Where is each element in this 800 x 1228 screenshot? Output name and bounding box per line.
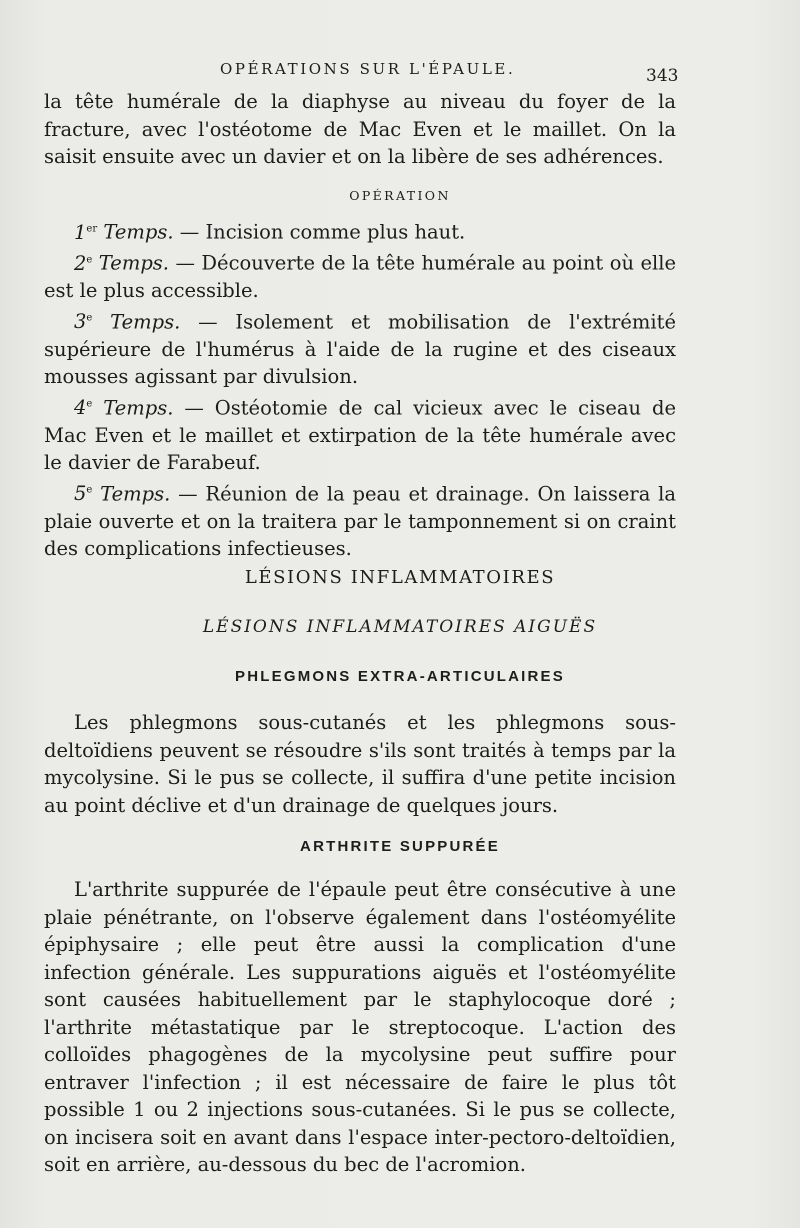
step-4 [44,391,676,477]
step-3-text: — Isolement et mobilisation de l'extrémité supérieure de l'humérus à l'aide de la rugine et des ciseaux mousses agissant par divulsion. [44,310,677,388]
step-2-text: — Découverte de la tête humérale au point où elle est le plus accessible. [44,251,676,302]
page-number: 343 [646,66,679,86]
step-5-number: 5e [74,482,93,505]
step-5 [44,477,676,563]
phlegmons-heading: PHLEGMONS EXTRA-ARTICULAIRES [235,668,565,685]
step-2-number: 2e [74,251,93,275]
arthrite-text: L'arthrite suppurée de l'épaule peut être consécutive à une plaie pénétrante, on l'observe également dans l'ostéomyélite épiphysaire ; elle peut être aussi la complication d'une infection générale. Les suppurations aiguës et l'ostéomyélite sont causées habituellement par le staphylocoque doré ; l'arthrite métastatique par le streptocoque. L'action des colloïdes phagogènes de la mycolysine peut suffire pour entraver l'infection ; il est nécessaire de faire le plus tôt possible 1 ou 2 injections sous-cutanées. Si le pus se collecte, on incisera soit en avant dans l'espace inter-pectoro-deltoïdien, soit en arrière, au-dessous du bec de l'acromion. [44,878,676,1176]
page-header [0,58,800,88]
step-1-text: — Incision comme plus haut. [173,220,466,244]
step-4-label: Temps. [103,396,174,419]
step-1 [44,215,676,246]
phlegmons-text: Les phlegmons sous-cutanés et les phlegmons sous-deltoïdiens peuvent se résoudre s'ils sont traités à temps par la mycolysine. Si le pus se collecte, il suffira d'une petite incision au point déclive et d'un drainage de quelques jours. [44,711,676,817]
step-2 [44,246,676,305]
operation-steps [44,215,676,563]
arthrite-heading: ARTHRITE SUPPURÉE [300,838,500,855]
step-5-label: Temps. [100,482,171,505]
phlegmons-paragraph [44,709,676,819]
step-3-number: 3e [74,310,93,333]
section-title: LÉSIONS INFLAMMATOIRES [244,567,556,588]
step-4-text: — Ostéotomie de cal vicieux avec le ciseau de Mac Even et le maillet et extirpation de la tête humérale avec le davier de Farabeuf. [44,396,676,474]
step-4-number: 4e [74,396,93,419]
step-3 [44,305,676,391]
step-3-label: Temps. [110,310,181,333]
intro-paragraph [44,88,676,171]
intro-text: la tête humérale de la diaphyse au niveau du foyer de la fracture, avec l'ostéotome de Mac Even et le maillet. On la saisit ensuite avec un davier et on la libère de ses adhérences. [44,90,676,168]
step-2-label: Temps. [98,251,170,275]
running-head: OPÉRATIONS SUR L'ÉPAULE. [220,60,516,78]
operation-heading: OPÉRATION [349,188,451,203]
step-1-label: Temps. [103,220,174,244]
section-subtitle: LÉSIONS INFLAMMATOIRES AIGUËS [202,617,598,637]
step-5-text: — Réunion de la peau et drainage. On laissera la plaie ouverte et on la traitera par le tamponnement si on craint des complications infectieuses. [44,482,676,560]
step-1-number: 1er [74,220,98,244]
arthrite-paragraph [44,876,676,1179]
